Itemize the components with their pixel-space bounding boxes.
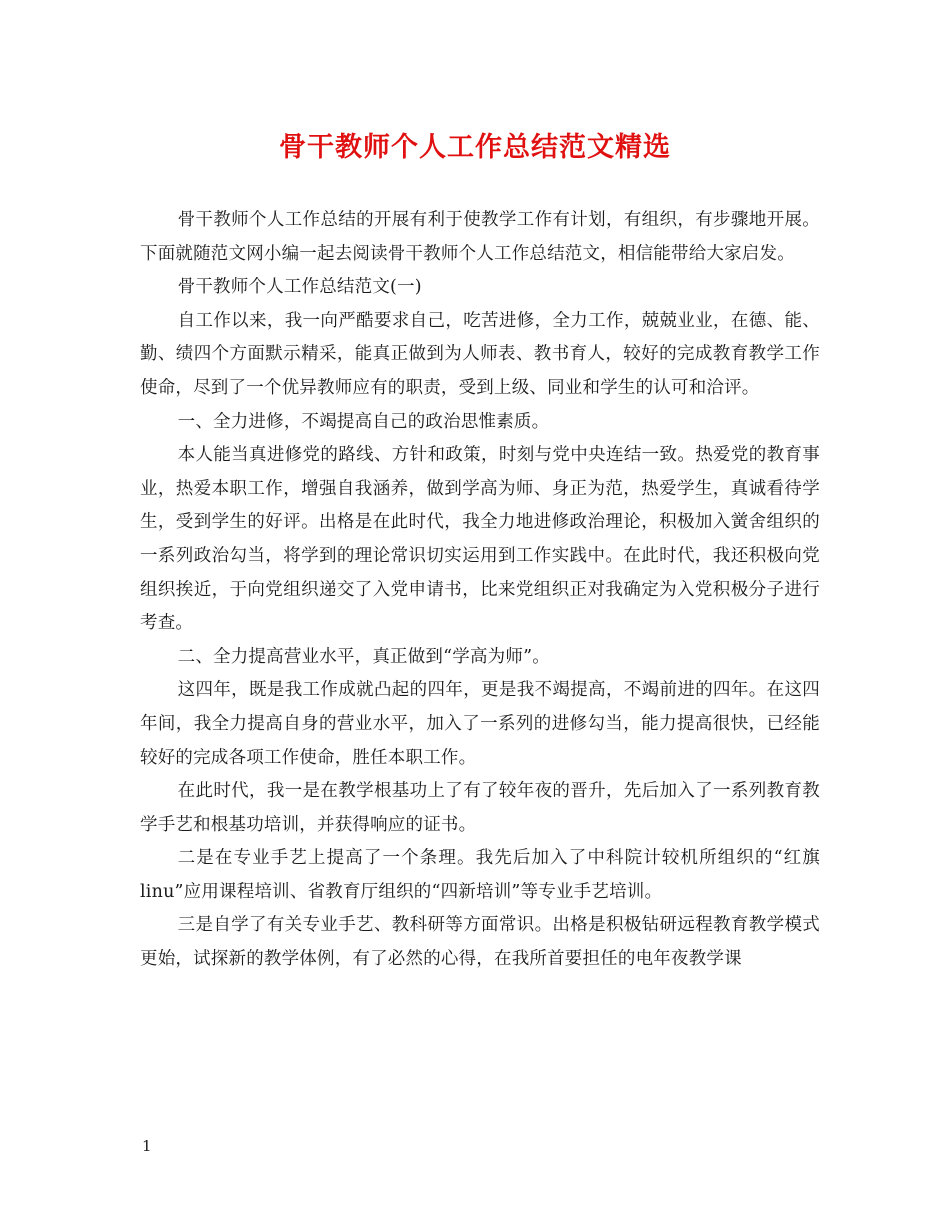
body-paragraph: 三是自学了有关专业手艺、教科研等方面常识。出格是积极钻研远程教育教学模式更始，试探新的教学体例，有了必然的心得，在我所首要担任的电年夜教学课: [140, 915, 820, 970]
body-paragraph: 本人能当真进修党的路线、方针和政策，时刻与党中央连结一致。热爱党的教育事业，热爱本职工作，增强自我涵养，做到学高为师、身正为范，热爱学生，真诚看待学生，受到学生的好评。出格是在此时代，我全力地进修政治理论，积极加入黉舍组织的一系列政治勾当，将学到的理论常识切实运用到工作实践中。在此时代，我还积极向党组织挨近，于向党组织递交了入党申请书，比来党组织正对我确定为入党积极分子进行考查。: [140, 445, 820, 634]
body-paragraph: 自工作以来，我一向严酷要求自己，吃苦进修，全力工作，兢兢业业，在德、能、勤、绩四个方面默示精采，能真正做到为人师表、教书育人，较好的完成教育教学工作使命，尽到了一个优异教师应有的职责，受到上级、同业和学生的认可和洽评。: [140, 310, 820, 398]
section-heading-one: 一、全力进修，不竭提高自己的政治思惟素质。: [177, 411, 550, 432]
body-paragraph: 二是在专业手艺上提高了一个条理。我先后加入了中科院计较机所组织的“红旗linu”应用课程培训、省教育厅组织的“四新培训”等专业手艺培训。: [140, 848, 820, 902]
section-heading-two: 二、全力提高营业水平，真正做到“学高为师”。: [177, 646, 550, 667]
intro-paragraph: 骨干教师个人工作总结的开展有利于使教学工作有计划，有组织，有步骤地开展。下面就随范文网小编一起去阅读骨干教师个人工作总结范文，相信能带给大家启发。: [140, 210, 820, 264]
document-title: 骨干教师个人工作总结范文精选: [279, 132, 671, 163]
document-body: [140, 204, 820, 977]
section-heading-sample-one: 骨干教师个人工作总结范文(一): [177, 277, 422, 298]
body-paragraph: 这四年，既是我工作成就凸起的四年，更是我不竭提高，不竭前进的四年。在这四年间，我全力提高自身的营业水平，加入了一系列的进修勾当，能力提高很快，已经能较好的完成各项工作使命，胜任本职工作。: [140, 680, 820, 768]
body-paragraph: 在此时代，我一是在教学根基功上了有了较年夜的晋升，先后加入了一系列教育教学手艺和根基功培训，并获得响应的证书。: [140, 781, 820, 835]
page-number: 1: [142, 1137, 152, 1155]
